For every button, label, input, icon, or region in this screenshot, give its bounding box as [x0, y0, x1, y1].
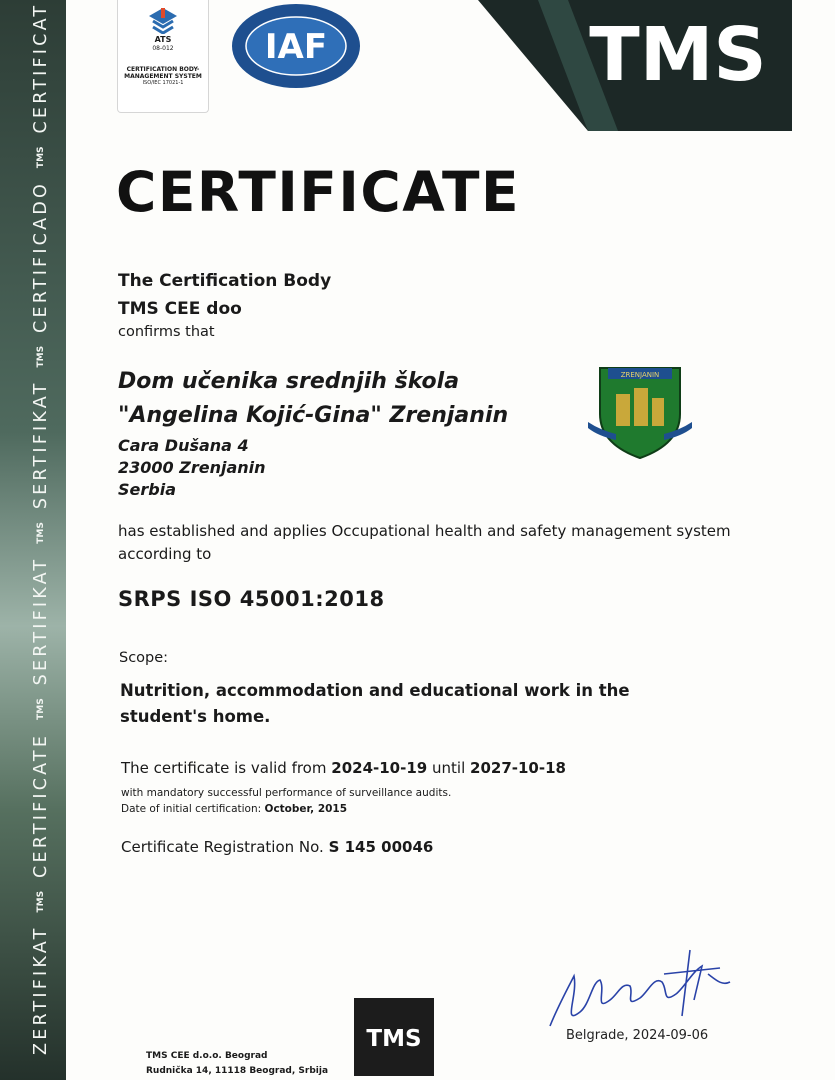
tms-header-logo — [478, 0, 792, 131]
scope-line2: student's home. — [120, 707, 271, 726]
ats-standard: ISO/IEC 17021-1 — [142, 80, 184, 86]
initial-certification-label: Date of initial certification: — [121, 803, 262, 815]
ats-caption-2: MANAGEMENT SYSTEM — [124, 73, 202, 80]
initial-certification-date: October, 2015 — [264, 803, 348, 815]
system-statement-line1: has established and applies Occupational health and safety management system — [118, 522, 731, 540]
valid-from-date: 2024-10-19 — [331, 759, 428, 777]
tms-footer-logo — [354, 998, 434, 1076]
organization-street: Cara Dušana 4 — [118, 436, 249, 455]
side-band-text — [33, 3, 51, 1055]
zrenjanin-crest-emblem — [586, 364, 694, 460]
ats-number: 08-012 — [152, 45, 174, 52]
organization-city: 23000 Zrenjanin — [118, 458, 266, 477]
place-and-date: Belgrade, 2024-09-06 — [566, 1028, 709, 1043]
organization-country: Serbia — [118, 480, 176, 499]
handwritten-signature — [544, 946, 734, 1038]
registration-label: Certificate Registration No. — [121, 838, 324, 856]
certification-body-name: TMS CEE doo — [118, 299, 242, 319]
validity-until-word: until — [432, 759, 466, 777]
band-word-certificado: CERTIFICADO — [31, 181, 51, 333]
system-statement-line2: according to — [118, 545, 212, 563]
band-tms-mark: TMS — [35, 345, 46, 368]
footer-address: Rudnička 14, 11118 Beograd, Srbija — [146, 1066, 329, 1076]
certification-body-label: The Certification Body — [118, 271, 332, 291]
iaf-logo — [230, 2, 362, 90]
band-tms-mark: TMS — [35, 146, 46, 169]
band-word-sertifikat: SERTIFIKAT — [31, 556, 51, 686]
crest-label: ZRENJANIN — [620, 371, 660, 379]
standard-name: SRPS ISO 45001:2018 — [118, 587, 385, 611]
certificate-title: CERTIFICATE — [116, 160, 521, 224]
registration-number — [121, 838, 433, 856]
tms-header-logo-text: TMS — [589, 12, 767, 98]
confirms-text: confirms that — [118, 324, 215, 340]
band-word-certificat: CERTIFICAT — [31, 2, 51, 134]
band-tms-mark: TMS — [35, 522, 46, 544]
validity-prefix: The certificate is valid from — [121, 759, 327, 777]
tms-footer-logo-text: TMS — [366, 1026, 422, 1052]
ats-accreditation-badge — [117, 0, 209, 113]
iaf-logo-text: IAF — [264, 27, 328, 67]
ats-emblem-icon — [149, 8, 177, 34]
band-word-certifikat: SERTIFIKAT — [31, 380, 51, 510]
initial-certification — [121, 803, 347, 815]
footer-company: TMS CEE d.o.o. Beograd — [146, 1051, 268, 1061]
surveillance-note: with mandatory successful performance of surveillance audits. — [121, 787, 452, 799]
registration-value: S 145 00046 — [328, 838, 434, 856]
validity-statement — [121, 759, 566, 777]
valid-until-date: 2027-10-18 — [470, 759, 566, 777]
organization-name-line1: Dom učenika srednjih škola — [118, 369, 460, 394]
scope-line1: Nutrition, accommodation and educational work in the — [120, 681, 630, 700]
band-word-zertifikat: ZERTIFIKAT — [31, 925, 51, 1055]
side-band — [0, 0, 66, 1080]
band-word-certificate: CERTIFICATE — [31, 732, 51, 878]
band-tms-mark: TMS — [35, 698, 46, 720]
organization-name-line2: "Angelina Kojić-Gina" Zrenjanin — [118, 403, 509, 428]
ats-code: ATS — [154, 35, 172, 44]
scope-label: Scope: — [119, 650, 169, 666]
band-tms-mark: TMS — [35, 890, 46, 913]
ats-caption-1: CERTIFICATION BODY- — [126, 66, 200, 73]
